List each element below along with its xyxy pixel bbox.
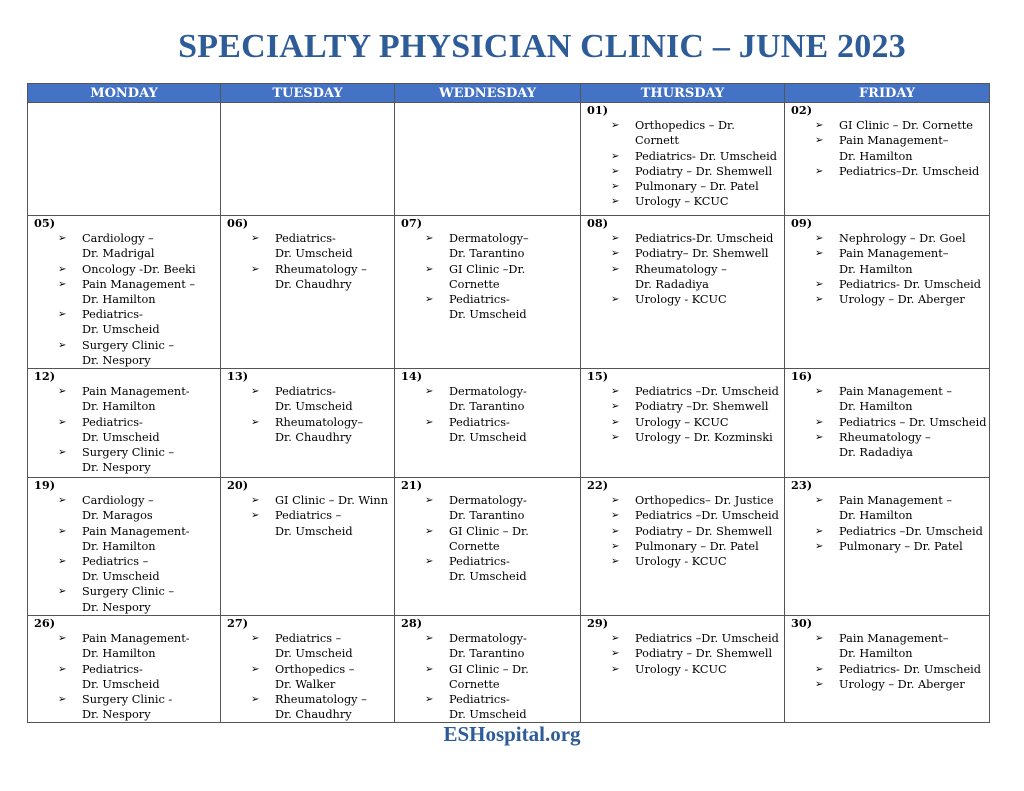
day-cell — [581, 216, 785, 369]
appointment-entry: ➢ Podiatry – Dr. Shemwell — [611, 164, 782, 179]
appointment-list — [585, 493, 782, 569]
appointment-entry: ➢ Urology – KCUC — [611, 415, 782, 430]
appointment-entry: ➢ Pulmonary – Dr. Patel — [611, 539, 782, 554]
appointment-list — [585, 118, 782, 209]
appointment-entry: ➢ Podiatry – Dr. Shemwell — [611, 524, 782, 539]
day-number: 13) — [227, 369, 249, 384]
appointment-list — [585, 631, 782, 677]
appointment-entry: ➢ Podiatry –Dr. Shemwell — [611, 399, 782, 414]
day-number: 21) — [401, 478, 423, 493]
appointment-entry: ➢ Pain Management– Dr. Hamilton — [815, 246, 987, 276]
appointment-entry: ➢ Pediatrics- Dr. Umscheid — [425, 692, 578, 722]
appointment-list — [399, 493, 578, 584]
day-cell — [28, 616, 221, 723]
day-cell — [28, 369, 221, 478]
appointment-entry: ➢ Pain Management- Dr. Hamilton — [58, 384, 218, 414]
appointment-entry: ➢ Pediatrics- Dr. Umscheid — [425, 415, 578, 445]
day-cell — [395, 103, 581, 216]
day-number: 23) — [791, 478, 813, 493]
weekday-header: MONDAY — [28, 84, 221, 103]
day-cell — [581, 478, 785, 616]
day-cell — [28, 103, 221, 216]
appointment-entry: ➢ Pediatrics – Dr. Umscheid — [815, 415, 987, 430]
weekday-header: WEDNESDAY — [395, 84, 581, 103]
day-number: 09) — [791, 216, 813, 230]
day-number: 06) — [227, 216, 249, 230]
appointment-list — [585, 384, 782, 445]
week-row — [28, 369, 990, 478]
appointment-entry: ➢ Pediatrics- Dr. Umscheid — [58, 662, 218, 692]
appointment-entry: ➢ Rheumatology – Dr. Chaudhry — [251, 262, 392, 292]
day-cell — [581, 103, 785, 216]
appointment-entry: ➢ Rheumatology – Dr. Radadiya — [815, 430, 987, 460]
day-number: 07) — [401, 216, 423, 230]
appointment-entry: ➢ Podiatry – Dr. Shemwell — [611, 646, 782, 661]
appointment-entry: ➢ Cardiology – Dr. Madrigal — [58, 231, 218, 261]
appointment-list — [789, 118, 987, 179]
appointment-entry: ➢ Pain Management – Dr. Hamilton — [58, 277, 218, 307]
appointment-entry: ➢ Urology – Dr. Aberger — [815, 292, 987, 307]
weekday-header: THURSDAY — [581, 84, 785, 103]
appointment-list — [225, 631, 392, 722]
appointment-list — [225, 231, 392, 292]
appointment-entry: ➢ Pediatrics- Dr. Umscheid — [425, 554, 578, 584]
day-number: 08) — [587, 216, 609, 230]
appointment-list — [789, 631, 987, 692]
day-cell — [221, 369, 395, 478]
appointment-list — [32, 384, 218, 475]
appointment-entry: ➢ Surgery Clinic – Dr. Nespory — [58, 338, 218, 368]
appointment-entry: ➢ Orthopedics – Dr. Cornett — [611, 118, 782, 148]
appointment-entry: ➢ Urology – Dr. Aberger — [815, 677, 987, 692]
appointment-entry: ➢ Pain Management – Dr. Hamilton — [815, 384, 987, 414]
appointment-entry: ➢ Pain Management– Dr. Hamilton — [815, 631, 987, 661]
appointment-entry: ➢ Pediatrics–Dr. Umscheid — [815, 164, 987, 179]
appointment-list — [32, 493, 218, 615]
appointment-entry: ➢ Pediatrics – Dr. Umscheid — [251, 631, 392, 661]
appointment-entry: ➢ Orthopedics – Dr. Walker — [251, 662, 392, 692]
day-number: 14) — [401, 369, 423, 384]
appointment-entry: ➢ GI Clinic – Dr. Cornette — [425, 524, 578, 554]
day-number: 30) — [791, 616, 813, 631]
day-number: 16) — [791, 369, 813, 384]
appointment-list — [32, 231, 218, 368]
appointment-entry: ➢ GI Clinic – Dr. Cornette — [815, 118, 987, 133]
appointment-list — [585, 231, 782, 307]
day-cell — [28, 216, 221, 369]
appointment-entry: ➢ GI Clinic –Dr. Cornette — [425, 262, 578, 292]
weekday-header: FRIDAY — [785, 84, 990, 103]
appointment-entry: ➢ Surgery Clinic - Dr. Nespory — [58, 692, 218, 722]
appointment-entry: ➢ Pediatrics – Dr. Umscheid — [251, 508, 392, 538]
appointment-list — [225, 493, 392, 539]
day-cell — [785, 616, 990, 723]
appointment-entry: ➢ Dermatology- Dr. Tarantino — [425, 493, 578, 523]
day-number: 02) — [791, 103, 813, 117]
appointment-list — [789, 493, 987, 554]
appointment-list — [225, 384, 392, 445]
appointment-entry: ➢ Urology - KCUC — [611, 292, 782, 307]
day-cell — [221, 103, 395, 216]
footer-website: ESHospital.org — [443, 722, 581, 746]
day-cell — [395, 478, 581, 616]
week-row — [28, 616, 990, 723]
appointment-list — [32, 631, 218, 722]
weekday-header: TUESDAY — [221, 84, 395, 103]
appointment-list — [399, 231, 578, 322]
day-number: 01) — [587, 103, 609, 117]
day-cell — [395, 369, 581, 478]
day-number: 29) — [587, 616, 609, 631]
appointment-list — [789, 384, 987, 460]
day-cell — [395, 616, 581, 723]
appointment-entry: ➢ Rheumatology– Dr. Chaudhry — [251, 415, 392, 445]
day-cell — [785, 103, 990, 216]
week-row — [28, 103, 990, 216]
day-cell — [785, 216, 990, 369]
day-cell — [395, 216, 581, 369]
day-number: 12) — [34, 369, 56, 384]
appointment-entry: ➢ Surgery Clinic – Dr. Nespory — [58, 584, 218, 614]
weekday-header-row — [28, 84, 990, 103]
day-cell — [785, 478, 990, 616]
appointment-entry: ➢ Pediatrics- Dr. Umscheid — [251, 384, 392, 414]
appointment-list — [399, 631, 578, 722]
day-number: 05) — [34, 216, 56, 230]
appointment-entry: ➢ Pulmonary – Dr. Patel — [815, 539, 987, 554]
day-cell — [221, 616, 395, 723]
day-cell — [785, 369, 990, 478]
appointment-entry: ➢ Rheumatology – Dr. Radadiya — [611, 262, 782, 292]
appointment-entry: ➢ Pain Management– Dr. Hamilton — [815, 133, 987, 163]
appointment-entry: ➢ Pediatrics- Dr. Umscheid — [815, 662, 987, 677]
day-cell — [581, 369, 785, 478]
appointment-entry: ➢ Pediatrics –Dr. Umscheid — [611, 508, 782, 523]
day-cell — [221, 216, 395, 369]
appointment-entry: ➢ Pediatrics- Dr. Umscheid — [425, 292, 578, 322]
appointment-entry: ➢ GI Clinic – Dr. Cornette — [425, 662, 578, 692]
appointment-entry: ➢ Pain Management – Dr. Hamilton — [815, 493, 987, 523]
appointment-entry: ➢ Dermatology- Dr. Tarantino — [425, 384, 578, 414]
day-number: 22) — [587, 478, 609, 493]
day-number: 28) — [401, 616, 423, 631]
day-number: 15) — [587, 369, 609, 384]
appointment-entry: ➢ Pediatrics- Dr. Umscheid — [611, 149, 782, 164]
appointment-list — [399, 384, 578, 445]
appointment-entry: ➢ Pediatrics-Dr. Umscheid — [611, 231, 782, 246]
appointment-list — [789, 231, 987, 307]
appointment-entry: ➢ Rheumatology – Dr. Chaudhry — [251, 692, 392, 722]
appointment-entry: ➢ Urology – Dr. Kozminski — [611, 430, 782, 445]
appointment-entry: ➢ Podiatry– Dr. Shemwell — [611, 246, 782, 261]
appointment-entry: ➢ Pediatrics- Dr. Umscheid — [58, 307, 218, 337]
appointment-entry: ➢ Pediatrics –Dr. Umscheid — [815, 524, 987, 539]
appointment-entry: ➢ Urology - KCUC — [611, 662, 782, 677]
appointment-entry: ➢ Pediatrics- Dr. Umscheid — [251, 231, 392, 261]
appointment-entry: ➢ Oncology -Dr. Beeki — [58, 262, 218, 277]
appointment-entry: ➢ Urology – KCUC — [611, 194, 782, 209]
appointment-entry: ➢ Pain Management- Dr. Hamilton — [58, 524, 218, 554]
appointment-entry: ➢ Pediatrics –Dr. Umscheid — [611, 631, 782, 646]
appointment-entry: ➢ Orthopedics– Dr. Justice — [611, 493, 782, 508]
appointment-entry: ➢ Pulmonary – Dr. Patel — [611, 179, 782, 194]
day-number: 26) — [34, 616, 56, 631]
week-row — [28, 478, 990, 616]
appointment-entry: ➢ GI Clinic – Dr. Winn — [251, 493, 392, 508]
appointment-entry: ➢ Pediatrics- Dr. Umscheid — [815, 277, 987, 292]
day-number: 20) — [227, 478, 249, 493]
appointment-entry: ➢ Pediatrics- Dr. Umscheid — [58, 415, 218, 445]
day-number: 19) — [34, 478, 56, 493]
appointment-entry: ➢ Surgery Clinic – Dr. Nespory — [58, 445, 218, 475]
appointment-entry: ➢ Cardiology – Dr. Maragos — [58, 493, 218, 523]
appointment-entry: ➢ Pediatrics – Dr. Umscheid — [58, 554, 218, 584]
appointment-entry: ➢ Urology - KCUC — [611, 554, 782, 569]
page-title: SPECIALTY PHYSICIAN CLINIC – JUNE 2023 — [178, 28, 906, 65]
appointment-entry: ➢ Pain Management- Dr. Hamilton — [58, 631, 218, 661]
appointment-entry: ➢ Dermatology– Dr. Tarantino — [425, 231, 578, 261]
calendar-table — [27, 83, 990, 723]
day-cell — [581, 616, 785, 723]
day-number: 27) — [227, 616, 249, 631]
day-cell — [28, 478, 221, 616]
day-cell — [221, 478, 395, 616]
week-row — [28, 216, 990, 369]
appointment-entry: ➢ Nephrology – Dr. Goel — [815, 231, 987, 246]
appointment-entry: ➢ Dermatology- Dr. Tarantino — [425, 631, 578, 661]
appointment-entry: ➢ Pediatrics –Dr. Umscheid — [611, 384, 782, 399]
